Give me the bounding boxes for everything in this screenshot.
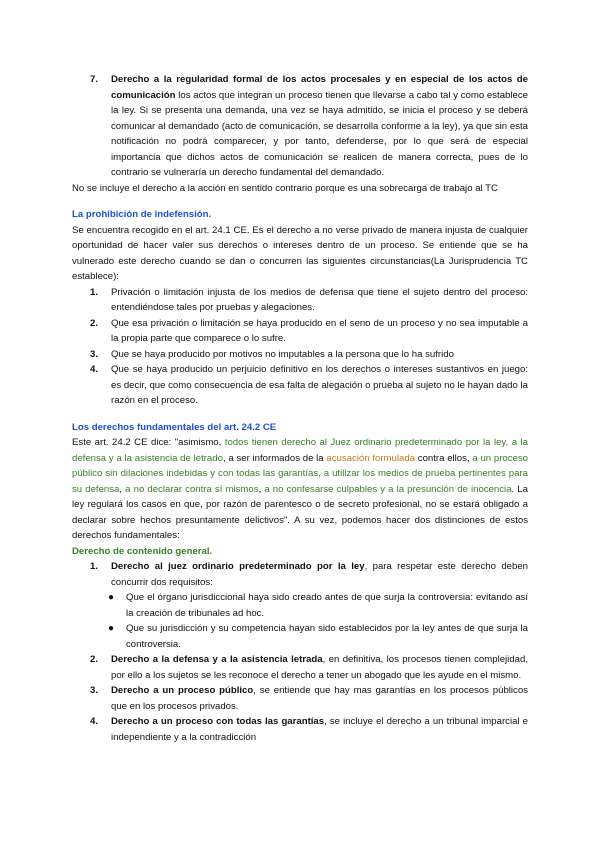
- list-item: [72, 714, 528, 745]
- list-number: 1.: [90, 561, 99, 572]
- list-item: [72, 683, 528, 714]
- list-number: 4.: [90, 364, 99, 375]
- section-heading-derechos: Los derechos fundamentales del art. 24.2 CE: [72, 421, 277, 433]
- text-run: ,: [119, 483, 126, 495]
- bullet-icon: ●: [108, 592, 115, 603]
- list-item: [72, 559, 528, 590]
- document-page: [72, 72, 528, 745]
- list-number: 3.: [90, 348, 99, 360]
- item-7-text: los actos que integran un proceso tienen que llevarse a cabo tal y como establece la ley. Si se presenta una demanda, una vez se haya admitido, se inicia el proceso y se deberá comunicar al demandado (acto de comunicación, se desarrolla conforme a la ley), ya que sin esta notificación no podrá comparecer, y por tanto, defenderse, por lo que será de especial importancia que dichos actos de comunicación se realicen de manera correcta, pues de lo contrario se vulneraría un derecho fundamental del demandado.: [111, 89, 528, 178]
- list-item: [72, 285, 528, 316]
- list-item-text: Que se haya producido por motivos no imputables a la persona que lo ha sufrido: [111, 348, 454, 360]
- list-item-text: Que esa privación o limitación se haya producido en el seno de un proceso y no sea imputable a la propia parte que comparece o lo sufre.: [111, 317, 528, 344]
- bullet-list: [72, 590, 528, 652]
- list-item-text: , se entiende que hay mas garantías en los procesos públicos que en los procesos privados.: [111, 685, 528, 712]
- item-7-bold: Derecho a la regularidad formal de los actos procesales y en especial de los actos de comunicación: [111, 74, 528, 101]
- highlight-green: , a utilizar los medios de prueba pertinentes para su defensa: [72, 468, 528, 495]
- bullet-item: [104, 621, 528, 652]
- section-heading-indefension: La prohibición de indefensión.: [72, 209, 212, 220]
- list-number: 7.: [90, 74, 99, 85]
- list-item-bold: Derecho al juez ordinario predeterminado por la ley: [111, 561, 365, 572]
- list-item-bold: Derecho a la defensa y a la asistencia letrada: [111, 654, 323, 665]
- indefension-list: [72, 285, 528, 409]
- list-item-text: , para respetar este derecho deben concurrir dos requisitos:: [111, 561, 528, 588]
- text-run: ,: [258, 483, 265, 495]
- list-item-text: Que se haya producido un perjuicio definitivo en los derechos o intereses sustantivos en juego: es decir, que como consecuencia de esa falta de alegación o prueba al sujeto no le hayan dado la razón en el proceso.: [111, 364, 528, 406]
- bullet-icon: ●: [108, 623, 115, 634]
- bullet-item: [104, 590, 528, 621]
- list-number: 1.: [90, 286, 99, 298]
- list-number: 3.: [90, 685, 99, 696]
- list-item: [72, 316, 528, 347]
- text-run: , a ser informados de la: [222, 452, 327, 464]
- list-item-bold: Derecho a un proceso con todas las garantías: [111, 716, 325, 727]
- list-item: [72, 652, 528, 683]
- list-item: [72, 347, 528, 363]
- item-7-list: [72, 72, 528, 181]
- subheading-contenido-general: Derecho de contenido general.: [72, 545, 213, 557]
- text-run: Este art. 24.2 CE dice: "asimismo,: [72, 437, 225, 448]
- list-item-bold: Derecho a un proceso público: [111, 685, 254, 696]
- text-run: . La ley regulará los casos en que, por razón de parentesco o de secreto profesional, no se estará obligado a declarar sobre hechos presuntamente delictivos". A su vez, podemos hacer dos distinciones de estos derechos fundamentales:: [72, 483, 528, 541]
- text-run: contra ellos,: [415, 452, 473, 464]
- list-number: 4.: [90, 716, 99, 727]
- list-item-text: , en definitiva, los procesos tienen complejidad, por ello a los sujetos se les reconoce el derecho a tener un abogado que les ayude en el mismo.: [111, 654, 528, 681]
- highlight-green: a no confesarse culpables y a la presunción de inocencia: [264, 483, 512, 495]
- list-item-text: Privación o limitación injusta de los medios de defensa que tiene el sujeto dentro del proceso: entendiéndose tales por pruebas y alegaciones.: [111, 286, 528, 313]
- note-paragraph: No se incluye el derecho a la acción en sentido contrario porque es una sobrecarga de trabajo al TC: [72, 182, 498, 194]
- list-number: 2.: [90, 654, 99, 665]
- list-number: 2.: [90, 317, 99, 329]
- bullet-text: Que su jurisdicción y su competencia hayan sido establecidos por la ley antes de que surja la controversia.: [126, 623, 528, 650]
- list-item-7: [72, 72, 528, 181]
- list-item: [72, 362, 528, 409]
- list-item-text: , se incluye el derecho a un tribunal imparcial e independiente y a la contradicción: [111, 716, 528, 743]
- derechos-paragraph: [72, 435, 528, 544]
- highlight-green: a no declarar contra sí mismos: [125, 483, 259, 495]
- bullet-text: Que el órgano jurisdiccional haya sido creado antes de que surja la controversia: evitando así la creación de tribunales ad hoc.: [126, 592, 528, 619]
- highlight-orange: acusación formulada: [326, 452, 416, 464]
- highlight-green: a un proceso público sin dilaciones indebidas y con todas las garantías: [72, 452, 529, 479]
- indefension-intro: Se encuentra recogido en el art. 24.1 CE. Es el derecho a no verse privado de manera injusta de cualquier oportunidad de hacer valer sus derechos o intereses dentro de un proceso. Se entiende que se ha vulnerado este derecho cuando se dan o concurren las siguientes circunstancias(La Jurisprudencia TC establece):: [72, 224, 528, 282]
- highlight-green: todos tienen derecho al Juez ordinario predeterminado por la ley, a la defensa y a la asistencia de letrado: [72, 437, 528, 464]
- derechos-list: [72, 559, 528, 745]
